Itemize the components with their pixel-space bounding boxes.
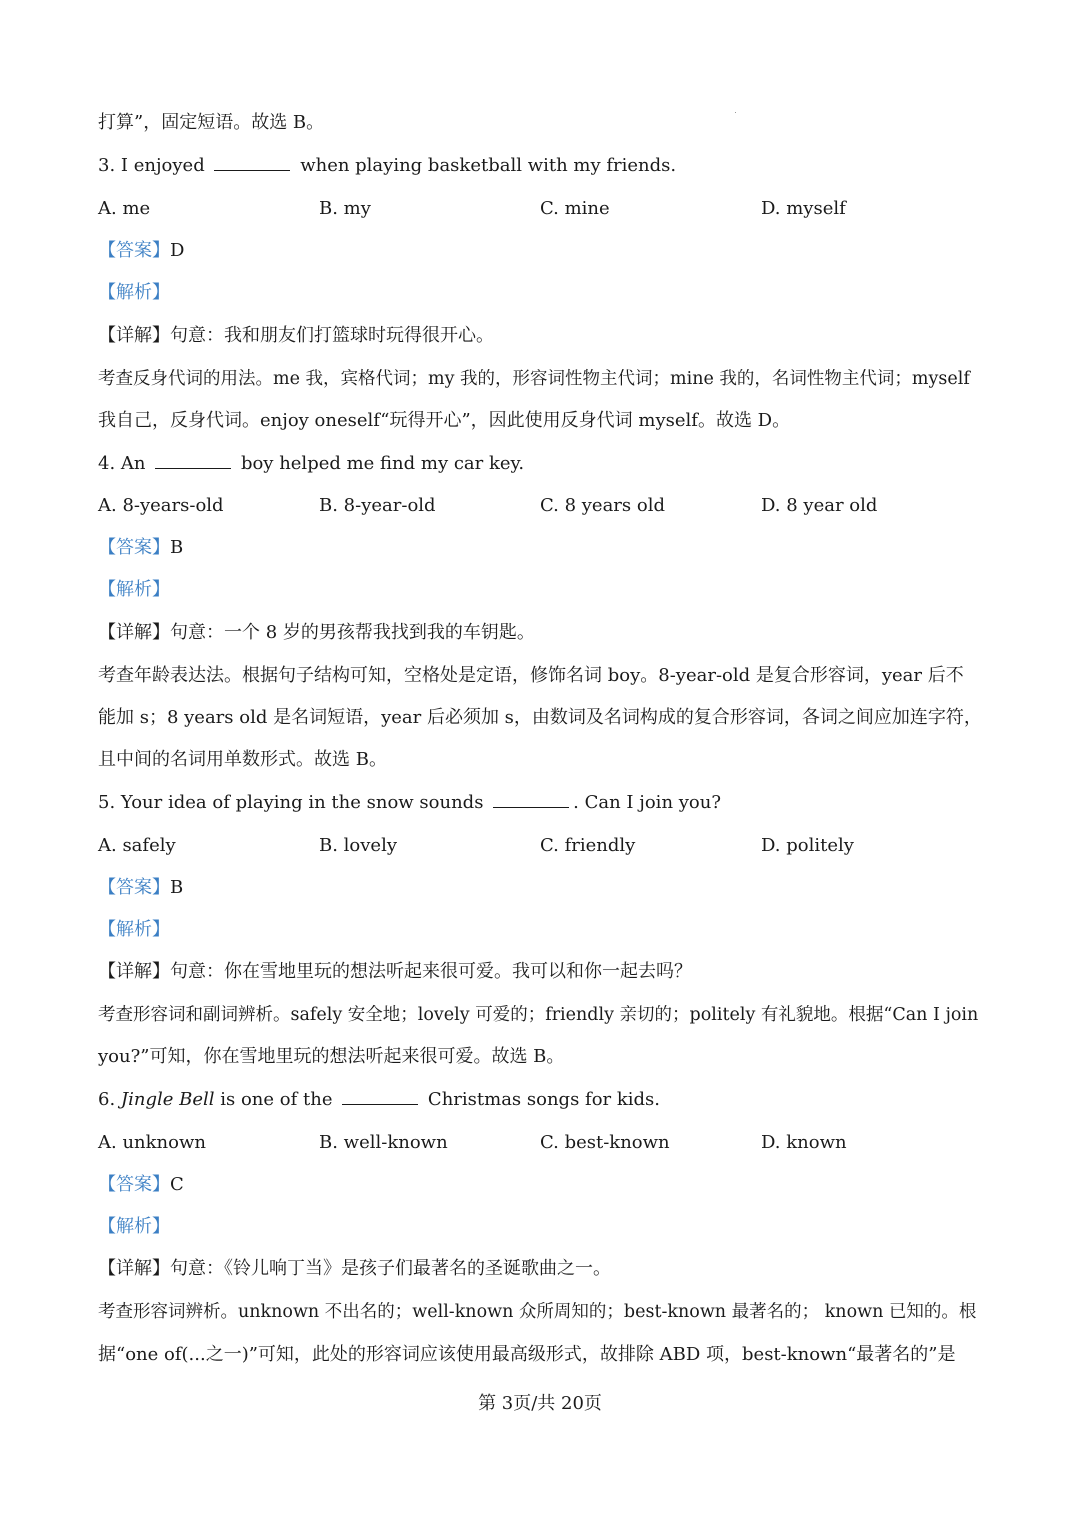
question-5-option-a: A. safely [98, 835, 176, 856]
stem-text: . Can I join you? [573, 792, 722, 813]
answer-tag: 【答案】 [98, 537, 170, 558]
question-6-option-b: B. well-known [319, 1132, 448, 1153]
question-6-explanation-line: 据“one of(...之一)”可知，此处的形容词应该使用最高级形式，故排除 ABD 项，best-known“最著名的”是 [98, 1344, 956, 1365]
question-5-answer [98, 876, 183, 900]
question-3-answer [98, 239, 184, 263]
question-6-detail [98, 1257, 611, 1281]
question-4-explanation-line: 且中间的名词用单数形式。故选 B。 [98, 749, 387, 770]
question-3-option-b: B. my [319, 198, 371, 219]
question-5-stem [98, 791, 721, 815]
analysis-tag: 【解析】 [98, 1216, 170, 1237]
answer-blank [214, 155, 290, 171]
detail-text: 句意：一个 8 岁的男孩帮我找到我的车钥匙。 [170, 622, 535, 643]
question-6-option-a: A. unknown [98, 1132, 206, 1153]
question-5-option-c: C. friendly [540, 835, 636, 856]
answer-blank [155, 453, 231, 469]
question-4-answer [98, 536, 183, 560]
stem-text: when playing basketball with my friends. [294, 155, 677, 176]
analysis-tag: 【解析】 [98, 919, 170, 940]
question-6-option-c: C. best-known [540, 1132, 670, 1153]
question-5-detail [98, 960, 692, 984]
question-4-option-b: B. 8-year-old [319, 495, 436, 516]
question-3-explanation-line: 我自己，反身代词。enjoy oneself“玩得开心”，因此使用反身代词 myself。故选 D。 [98, 410, 791, 431]
question-3-analysis-tag [98, 281, 170, 305]
stem-text: Christmas songs for kids. [422, 1089, 660, 1110]
answer-value: D [170, 240, 185, 261]
question-4-analysis-tag [98, 578, 170, 602]
question-4-stem [98, 452, 524, 476]
stem-text: boy helped me find my car key. [235, 453, 525, 474]
question-3-stem [98, 154, 676, 178]
question-4-option-c: C. 8 years old [540, 495, 665, 516]
question-4-detail [98, 621, 535, 645]
answer-tag: 【答案】 [98, 1174, 170, 1195]
question-5-option-d: D. politely [761, 835, 854, 856]
question-4-explanation-line: 能加 s；8 years old 是名词短语，year 后必须加 s，由数词及名词构成的复合形容词，各词之间应加连字符， [98, 707, 982, 728]
answer-blank [493, 792, 569, 808]
question-3-option-c: C. mine [540, 198, 610, 219]
detail-text: 句意：我和朋友们打篮球时玩得很开心。 [170, 325, 494, 346]
answer-value: B [170, 537, 184, 558]
question-6-answer [98, 1173, 184, 1197]
detail-tag: 【详解】 [98, 961, 170, 982]
question-5-analysis-tag [98, 918, 170, 942]
stem-text: 5. Your idea of playing in the snow sounds [98, 792, 490, 813]
detail-text: 句意：你在雪地里玩的想法听起来很可爱。我可以和你一起去吗？ [170, 961, 692, 982]
question-6-analysis-tag [98, 1215, 170, 1239]
question-3-explanation-line: 考查反身代词的用法。me 我，宾格代词；my 我的，形容词性物主代词；mine 我的，名词性物主代词；myself [98, 369, 970, 389]
detail-tag: 【详解】 [98, 325, 170, 346]
question-4-option-a: A. 8-years-old [98, 495, 224, 516]
detail-text: 句意：《铃儿响丁当》是孩子们最著名的圣诞歌曲之一。 [170, 1258, 611, 1279]
question-4-explanation-line: 考查年龄表达法。根据句子结构可知，空格处是定语，修饰名词 boy。8-year-old 是复合形容词，year 后不 [98, 665, 964, 686]
question-3-option-d: D. myself [761, 198, 846, 219]
question-6-stem [98, 1088, 660, 1112]
speck [735, 112, 736, 113]
question-5-option-b: B. lovely [319, 835, 398, 856]
question-6-explanation-line: 考查形容词辨析。unknown 不出名的；well-known 众所周知的；best-known 最著名的； known 已知的。根 [98, 1302, 977, 1322]
answer-tag: 【答案】 [98, 877, 170, 898]
question-5-explanation-line: 考查形容词和副词辨析。safely 安全地；lovely 可爱的；friendly 亲切的；politely 有礼貌地。根据“Can I join [98, 1005, 979, 1025]
answer-value: C [170, 1174, 184, 1195]
answer-tag: 【答案】 [98, 240, 170, 261]
continued-text: 打算”，固定短语。故选 B。 [98, 112, 325, 133]
detail-tag: 【详解】 [98, 622, 170, 643]
question-3-detail [98, 324, 494, 348]
question-3-option-a: A. me [98, 198, 151, 219]
analysis-tag: 【解析】 [98, 579, 170, 600]
page-footer: 第 3页/共 20页 [478, 1393, 602, 1414]
question-4-option-d: D. 8 year old [761, 495, 878, 516]
stem-text: 4. An [98, 453, 152, 474]
stem-number: 6. [98, 1089, 121, 1110]
stem-text: is one of the [214, 1089, 339, 1110]
answer-value: B [170, 877, 184, 898]
detail-tag: 【详解】 [98, 1258, 170, 1279]
question-6-option-d: D. known [761, 1132, 847, 1153]
analysis-tag: 【解析】 [98, 282, 170, 303]
song-title: Jingle Bell [120, 1089, 215, 1110]
question-5-explanation-line: you?”可知，你在雪地里玩的想法听起来很可爱。故选 B。 [98, 1046, 565, 1067]
answer-blank [342, 1089, 418, 1105]
stem-text: 3. I enjoyed [98, 155, 211, 176]
